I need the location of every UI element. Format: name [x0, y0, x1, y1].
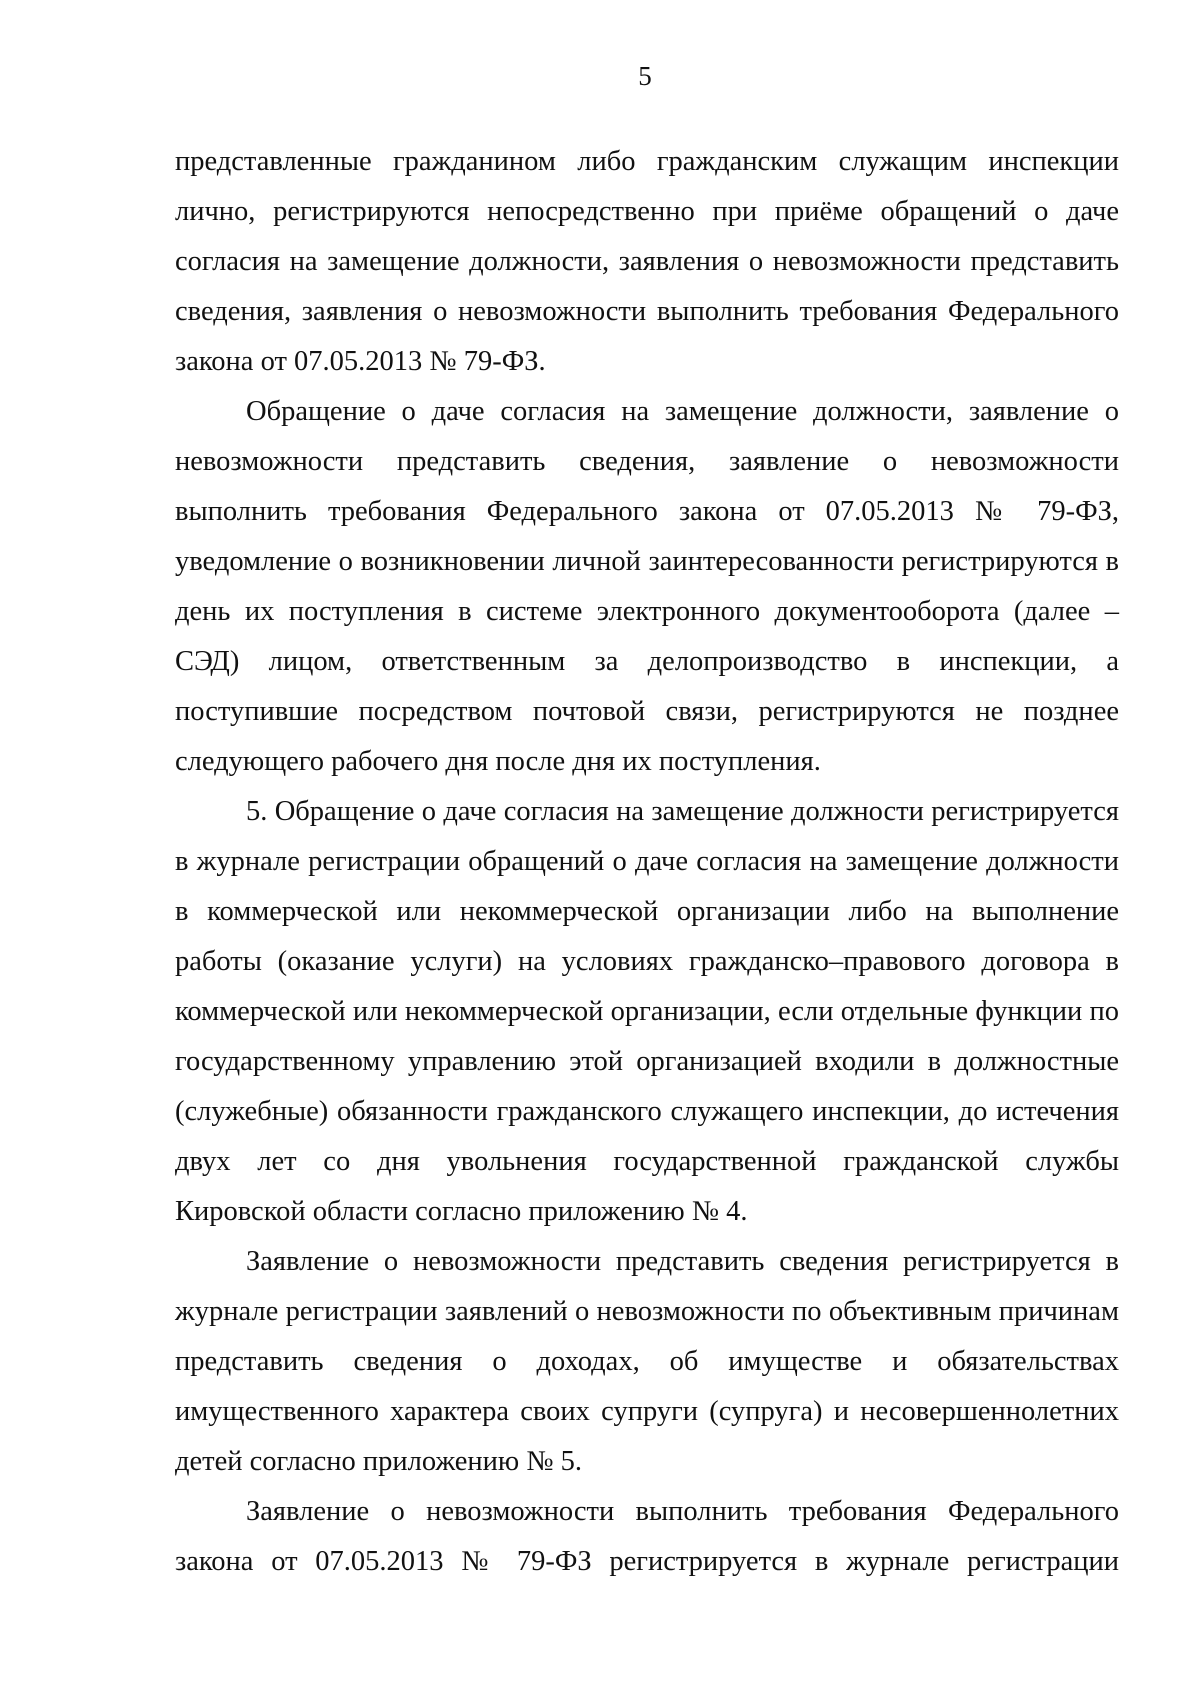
- page-number: 5: [638, 61, 652, 91]
- paragraph-registration-sed: Обращение о даче согласия на замещение должности, заявление о невозможности представить сведения, заявление о невозможности выполнить требования Федерального закона от 07.05.2013 № 79-ФЗ, уведомление о возникновении личной заинтересованности регистрируются в день их поступления в системе электронного документооборота (далее – СЭД) лицом, ответственным за делопроизводство в инспекции, а поступившие посредством почтовой связи, регистрируются не позднее следующего рабочего дня после дня их поступления.: [175, 396, 1119, 777]
- paragraph-statement-requirements: Заявление о невозможности выполнить требования Федерального закона от 07.05.2013 № 79-ФЗ регистрируется в журнале регистрации: [175, 1496, 1119, 1577]
- document-body: [175, 137, 1119, 1587]
- paragraph-continuation: представленные гражданином либо гражданским служащим инспекции лично, регистрируются непосредственно при приёме обращений о даче согласия на замещение должности, заявления о невозможности представить сведения, заявления о невозможности выполнить требования Федерального закона от 07.05.2013 № 79-ФЗ.: [175, 146, 1119, 377]
- paragraph-statement-information: Заявление о невозможности представить сведения регистрируется в журнале регистрации заявлений о невозможности по объективным причинам представить сведения о доходах, об имуществе и обязательствах имущественного характера своих супруги (супруга) и несовершеннолетних детей согласно приложению № 5.: [175, 1246, 1119, 1477]
- paragraph-item-5: 5. Обращение о даче согласия на замещение должности регистрируется в журнале регистрации обращений о даче согласия на замещение должности в коммерческой или некоммерческой организации либо на выполнение работы (оказание услуги) на условиях гражданско–правового договора в коммерческой или некоммерческой организации, если отдельные функции по государственному управлению этой организацией входили в должностные (служебные) обязанности гражданского служащего инспекции, до истечения двух лет со дня увольнения государственной гражданской службы Кировской области согласно приложению № 4.: [175, 796, 1119, 1227]
